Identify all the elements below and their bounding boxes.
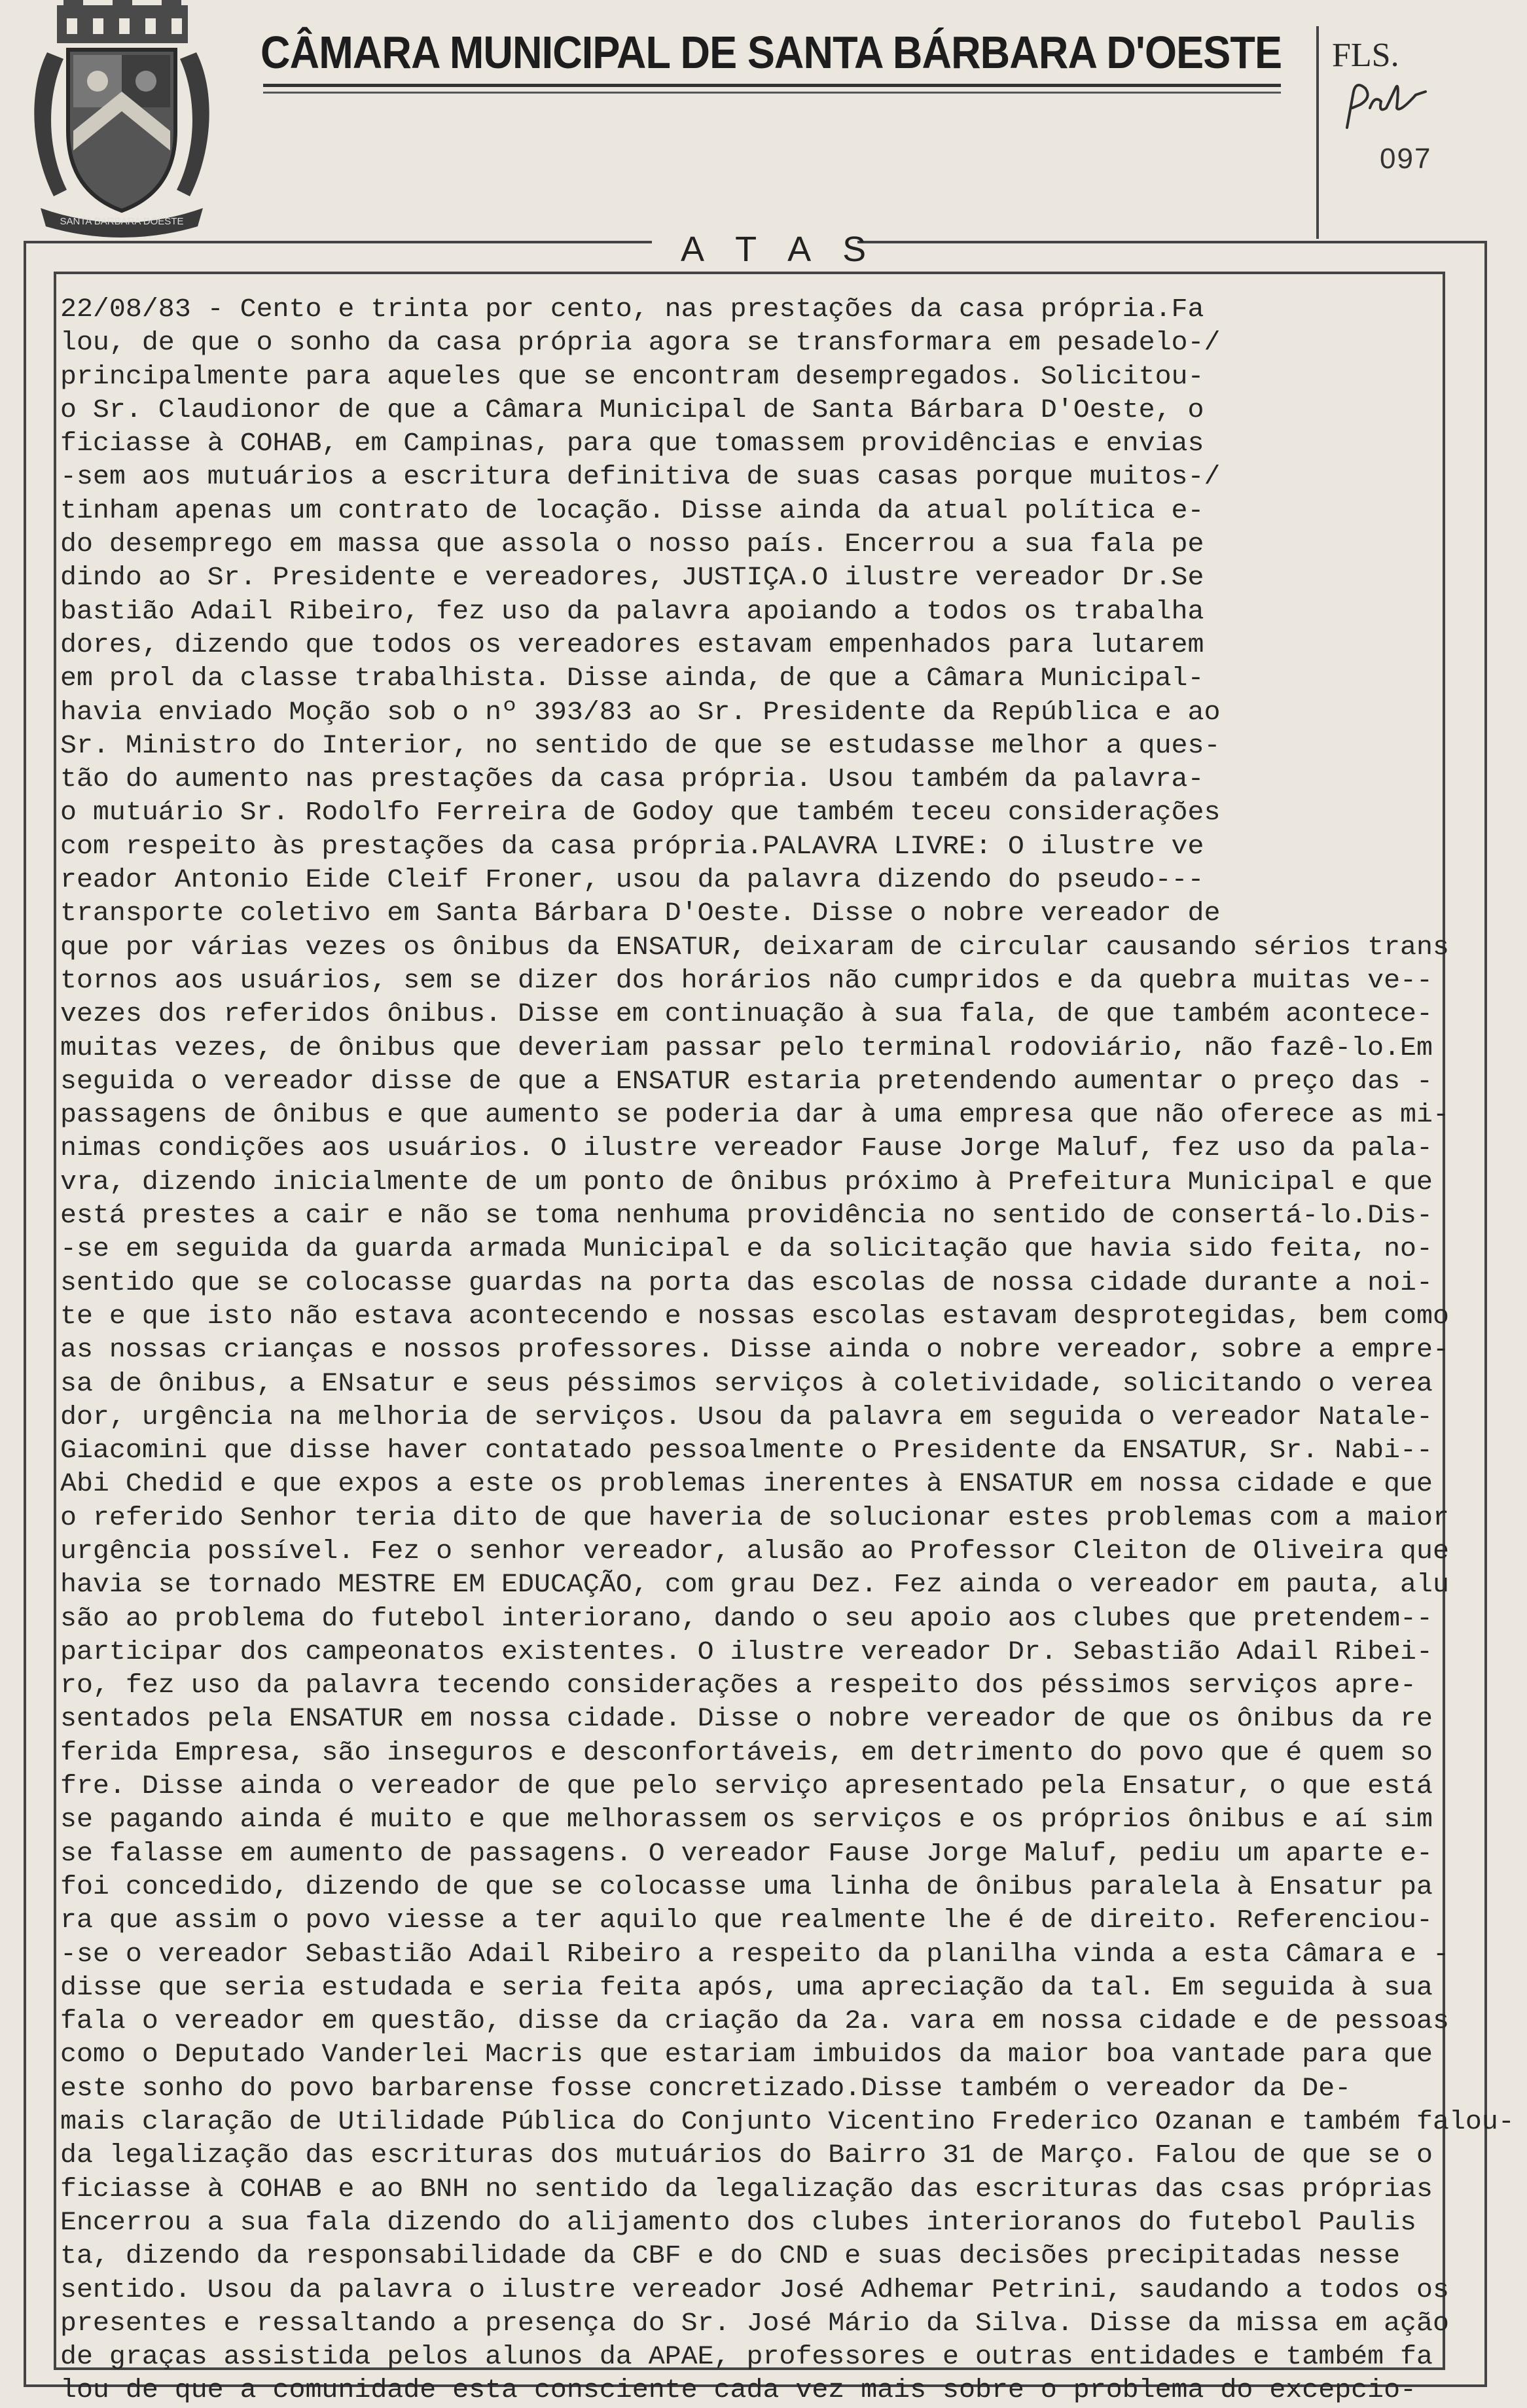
text-line: -se em seguida da guarda armada Municipal e da solicitação que havia sido feita, no- bbox=[60, 1235, 1433, 1265]
text-line: ficiasse à COHAB, em Campinas, para que tomassem providências e envias bbox=[60, 429, 1204, 459]
text-line: participar dos campeonatos existentes. O ilustre vereador Dr. Sebastião Adail Ribei- bbox=[60, 1637, 1433, 1667]
text-line: o referido Senhor teria dito de que haveria de solucionar estes problemas com a maior bbox=[60, 1503, 1449, 1533]
frame-top-right bbox=[857, 241, 1487, 243]
inner-frame-top bbox=[54, 272, 1445, 274]
text-line: Encerrou a sua fala dizendo do alijamento dos clubes interioranos do futebol Paulis bbox=[60, 2208, 1417, 2238]
text-line: bastião Adail Ribeiro, fez uso da palavra apoiando a todos os trabalha bbox=[60, 597, 1204, 627]
fls-separator bbox=[1316, 26, 1319, 239]
text-line: principalmente para aqueles que se encontram desempregados. Solicitou- bbox=[60, 362, 1204, 392]
text-line: -se o vereador Sebastião Adail Ribeiro a respeito da planilha vinda a esta Câmara e - bbox=[60, 1939, 1449, 1970]
text-line: Sr. Ministro do Interior, no sentido de que se estudasse melhor a ques- bbox=[60, 731, 1221, 761]
text-line: 22/08/83 - Cento e trinta por cento, nas prestações da casa própria.Fa bbox=[60, 295, 1204, 325]
text-line: mais claração de Utilidade Pública do Conjunto Vicentino Frederico Ozanan e também falou- bbox=[60, 2108, 1515, 2138]
text-line: transporte coletivo em Santa Bárbara D'Oeste. Disse o nobre vereador de bbox=[60, 899, 1221, 929]
text-line: ro, fez uso da palavra tecendo considerações a respeito dos péssimos serviços apre- bbox=[60, 1671, 1417, 1701]
text-line: as nossas crianças e nossos professores. Disse ainda o nobre vereador, sobre a empre- bbox=[60, 1336, 1449, 1366]
text-line: havia enviado Moção sob o nº 393/83 ao Sr. Presidente da República e ao bbox=[60, 698, 1221, 728]
text-line: ta, dizendo da responsabilidade da CBF e do CND e suas decisões precipitadas nesse bbox=[60, 2242, 1401, 2272]
text-line: ra que assim o povo viesse a ter aquilo que realmente lhe é de direito. Referenciou- bbox=[60, 1906, 1433, 1936]
text-line: sentido que se colocasse guardas na porta das escolas de nossa cidade durante a noi- bbox=[60, 1268, 1433, 1298]
fls-label: FLS. bbox=[1332, 37, 1399, 74]
text-line: reador Antonio Eide Cleif Froner, usou da palavra dizendo do pseudo--- bbox=[60, 866, 1204, 896]
text-line: como o Deputado Vanderlei Macris que estariam imbuidos da maior boa vantade para que bbox=[60, 2040, 1433, 2070]
text-line: havia se tornado MESTRE EM EDUCAÇÃO, com grau Dez. Fez ainda o vereador em pauta, alu bbox=[60, 1570, 1449, 1601]
text-line: Abi Chedid e que expos a este os problemas inerentes à ENSATUR em nossa cidade e que bbox=[60, 1470, 1433, 1500]
text-line: em prol da classe trabalhista. Disse ainda, de que a Câmara Municipal- bbox=[60, 664, 1204, 694]
text-line: fala o vereador em questão, disse da criação da 2a. vara em nossa cidade e de pessoas bbox=[60, 2007, 1449, 2037]
chamber-title: CÂMARA MUNICIPAL DE SANTA BÁRBARA D'OESTE bbox=[260, 27, 1282, 78]
handwritten-initials-signature bbox=[1334, 69, 1432, 134]
page-number: 097 bbox=[1380, 143, 1432, 175]
text-line: fre. Disse ainda o vereador de que pelo serviço apresentado pela Ensatur, o que está bbox=[60, 1772, 1433, 1802]
frame-left bbox=[24, 241, 26, 2387]
text-line: foi concedido, dizendo de que se colocasse uma linha de ônibus paralela à Ensatur pa bbox=[60, 1872, 1433, 1902]
section-title: A T A S bbox=[681, 230, 878, 269]
text-line: dindo ao Sr. Presidente e vereadores, JUSTIÇA.O ilustre vereador Dr.Se bbox=[60, 563, 1204, 593]
frame-top-left bbox=[24, 241, 652, 243]
text-line: presentes e ressaltando a presença do Sr. José Mário da Silva. Disse da missa em ação bbox=[60, 2309, 1449, 2339]
text-line: ficiasse à COHAB e ao BNH no sentido da legalização das escrituras das csas próprias bbox=[60, 2174, 1433, 2204]
text-line: lou de que a comunidade esta consciente cada vez mais sobre o problema do excepcio- bbox=[60, 2376, 1417, 2406]
text-line: disse que seria estudada e seria feita após, uma apreciação da tal. Em seguida à sua bbox=[60, 1973, 1433, 2003]
text-line: tinham apenas um contrato de locação. Disse ainda da atual política e- bbox=[60, 496, 1204, 526]
text-line: sa de ônibus, a ENsatur e seus péssimos serviços à coletividade, solicitando o verea bbox=[60, 1369, 1433, 1399]
text-line: tornos aos usuários, sem se dizer dos horários não cumpridos e da quebra muitas ve-- bbox=[60, 966, 1433, 996]
text-line: lou, de que o sonho da casa própria agora se transformara em pesadelo-/ bbox=[60, 328, 1221, 359]
minutes-body bbox=[60, 293, 1515, 2406]
text-line: com respeito às prestações da casa própria.PALAVRA LIVRE: O ilustre ve bbox=[60, 832, 1204, 862]
title-underline-thin bbox=[263, 92, 1281, 94]
text-line: de graças assistida pelos alunos da APAE, professores e outras entidades e também fa bbox=[60, 2343, 1433, 2373]
text-line: urgência possível. Fez o senhor vereador, alusão ao Professor Cleiton de Oliveira que bbox=[60, 1536, 1449, 1567]
title-underline bbox=[263, 84, 1281, 87]
text-line: sentido. Usou da palavra o ilustre vereador José Adhemar Petrini, saudando a todos os bbox=[60, 2275, 1449, 2305]
text-line: ferida Empresa, são inseguros e desconfortáveis, em detrimento do povo que é quem so bbox=[60, 1738, 1433, 1768]
text-line: da legalização das escrituras dos mutuários do Bairro 31 de Março. Falou de que se o bbox=[60, 2141, 1433, 2171]
text-line: vra, dizendo inicialmente de um ponto de ônibus próximo à Prefeitura Municipal e que bbox=[60, 1167, 1433, 1197]
text-line: se pagando ainda é muito e que melhorassem os serviços e os próprios ônibus e aí sim bbox=[60, 1805, 1433, 1835]
svg-text:SANTA BARBARA DOESTE: SANTA BARBARA DOESTE bbox=[60, 216, 184, 227]
text-line: são ao problema do futebol interiorano, dando o seu apoio aos clubes que pretendem-- bbox=[60, 1604, 1433, 1634]
text-line: o mutuário Sr. Rodolfo Ferreira de Godoy que também teceu considerações bbox=[60, 798, 1221, 828]
text-line: do desemprego em massa que assola o nosso país. Encerrou a sua fala pe bbox=[60, 530, 1204, 560]
text-line: -sem aos mutuários a escritura definitiva de suas casas porque muitos-/ bbox=[60, 463, 1221, 493]
text-line: está prestes a cair e não se toma nenhuma providência no sentido de consertá-lo.Dis- bbox=[60, 1201, 1433, 1231]
text-line: te e que isto não estava acontecendo e nossas escolas estavam desprotegidas, bem como bbox=[60, 1301, 1449, 1332]
inner-frame-left bbox=[54, 272, 56, 2370]
text-line: dor, urgência na melhoria de serviços. Usou da palavra em seguida o vereador Natale- bbox=[60, 1402, 1433, 1432]
text-line: passagens de ônibus e que aumento se poderia dar à uma empresa que não oferece as mi- bbox=[60, 1101, 1449, 1131]
text-line: o Sr. Claudionor de que a Câmara Municipal de Santa Bárbara D'Oeste, o bbox=[60, 395, 1204, 425]
text-line: seguida o vereador disse de que a ENSATUR estaria pretendendo aumentar o preço das - bbox=[60, 1067, 1433, 1097]
text-line: nimas condições aos usuários. O ilustre vereador Fause Jorge Maluf, fez uso da pala- bbox=[60, 1134, 1433, 1164]
text-line: muitas vezes, de ônibus que deveriam passar pelo terminal rodoviário, não fazê-lo.Em bbox=[60, 1033, 1433, 1063]
text-line: que por várias vezes os ônibus da ENSATUR, deixaram de circular causando sérios trans bbox=[60, 932, 1449, 963]
text-line: se falasse em aumento de passagens. O vereador Fause Jorge Maluf, pediu um aparte e- bbox=[60, 1839, 1433, 1869]
text-line: este sonho do povo barbarense fosse concretizado.Disse também o vereador da De- bbox=[60, 2074, 1352, 2104]
text-line: vezes dos referidos ônibus. Disse em continuação à sua fala, de que também acontece- bbox=[60, 1000, 1433, 1030]
text-line: dores, dizendo que todos os vereadores estavam empenhados para lutarem bbox=[60, 630, 1204, 660]
text-line: Giacomini que disse haver contatado pessoalmente o Presidente da ENSATUR, Sr. Nabi-- bbox=[60, 1436, 1433, 1466]
municipal-crest-logo bbox=[27, 0, 216, 237]
text-line: tão do aumento nas prestações da casa própria. Usou também da palavra- bbox=[60, 765, 1204, 795]
text-line: sentados pela ENSATUR em nossa cidade. Disse o nobre vereador de que os ônibus da re bbox=[60, 1705, 1433, 1735]
